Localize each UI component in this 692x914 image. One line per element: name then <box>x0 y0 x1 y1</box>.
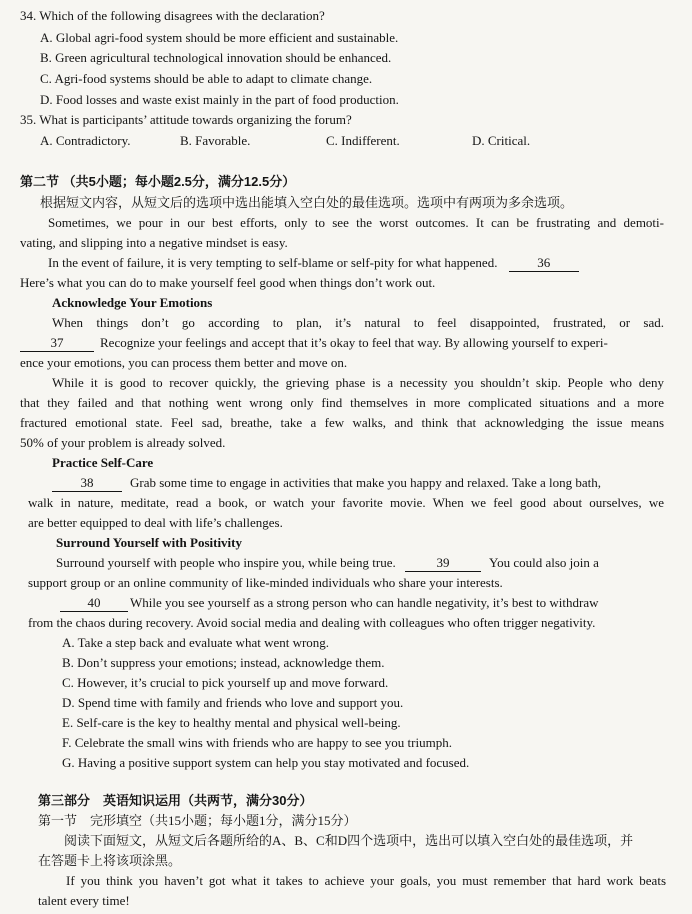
blank-40: 40 <box>60 595 128 612</box>
passage-p4-line4: 50% of your problem is already solved. <box>20 435 226 450</box>
passage-p2-text: In the event of failure, it is very tempting to self-blame or self-pity for what happened. <box>48 255 498 270</box>
passage-p5-text: Grab some time to engage in activities that make you happy and relaxed. Take a long bath, <box>130 475 602 490</box>
passage-p6-tail: You could also join a <box>489 555 599 570</box>
passage-p3-line1: When things don’t go according to plan, it’s natural to feel disappointed, frustrated, or sad. <box>52 315 664 330</box>
section2-option-d: D. Spend time with family and friends who love and support you. <box>62 695 404 710</box>
passage-p6-line1 <box>56 553 599 573</box>
passage-p7-line2: from the chaos during recovery. Avoid social media and dealing with colleagues who often trigger negativity. <box>28 615 596 630</box>
q34-option-a: A. Global agri-food system should be more efficient and sustainable. <box>40 30 399 45</box>
blank-38: 38 <box>52 475 122 492</box>
passage-p7-text: While you see yourself as a strong person who can handle negativity, it’s best to withdraw <box>130 595 599 610</box>
passage-p5-line3: are better equipped to deal with life’s challenges. <box>28 515 283 530</box>
q35-stem: 35. What is participants’ attitude towards organizing the forum? <box>20 112 352 127</box>
part3-instruction-line1: 阅读下面短文，从短文后各题所给的A、B、C和D四个选项中，选出可以填入空白处的最佳选项，并 <box>64 833 634 848</box>
passage-p4-line3: fractured emotional state. Feel sad, breathe, take a few walks, and think that acknowledging the issue means <box>20 415 664 430</box>
q35-option-d: D. Critical. <box>472 133 531 148</box>
passage-p5-line2: walk in nature, meditate, read a book, or watch your favorite movie. When we feel good about ourselves, we <box>28 495 664 510</box>
passage-p3-line3: ence your emotions, you can process them better and move on. <box>20 355 348 370</box>
passage-p1-line2: vating, and slipping into a negative mindset is easy. <box>20 235 288 250</box>
passage-p1-line1: Sometimes, we pour in our best efforts, only to see the worst outcomes. It can be frustrating and demoti- <box>48 215 664 230</box>
q34-option-d: D. Food losses and waste exist mainly in the part of food production. <box>40 92 399 107</box>
part3-text-line1: If you think you haven’t got what it takes to achieve your goals, you must remember that hard work beats <box>66 873 666 888</box>
q34-option-c: C. Agri-food systems should be able to adapt to climate change. <box>40 71 373 86</box>
section2-option-f: F. Celebrate the small wins with friends who are happy to see you triumph. <box>62 735 452 750</box>
subheading-self-care: Practice Self-Care <box>52 455 154 470</box>
blank-39: 39 <box>405 555 481 572</box>
q35-option-c: C. Indifferent. <box>326 133 400 148</box>
passage-p2-line1 <box>48 253 579 273</box>
passage-p5-line1 <box>52 473 601 493</box>
passage-p7-line1 <box>60 593 599 613</box>
subheading-acknowledge: Acknowledge Your Emotions <box>52 295 213 310</box>
section2-option-g: G. Having a positive support system can help you stay motivated and focused. <box>62 755 470 770</box>
section2-option-e: E. Self-care is the key to healthy mental and physical well-being. <box>62 715 401 730</box>
part3-subheading: 第一节 完形填空（共15小题；每小题1分，满分15分） <box>38 813 357 828</box>
blank-36: 36 <box>509 255 579 272</box>
q35-option-a: A. Contradictory. <box>40 133 131 148</box>
q35-option-b: B. Favorable. <box>180 133 251 148</box>
section2-instruction: 根据短文内容，从短文后的选项中选出能填入空白处的最佳选项。选项中有两项为多余选项。 <box>40 195 574 210</box>
passage-p3-line2 <box>20 333 608 353</box>
section2-option-c: C. However, it’s crucial to pick yourself up and move forward. <box>62 675 389 690</box>
passage-p2-line2: Here’s what you can do to make yourself feel good when things don’t work out. <box>20 275 436 290</box>
part3-heading: 第三部分 英语知识运用（共两节，满分30分） <box>38 793 313 808</box>
passage-p4-line2: that they failed and that nothing went wrong only find themselves in more complicated situations and a more <box>20 395 664 410</box>
passage-p6-line2: support group or an online community of like-minded individuals who share your interests. <box>28 575 503 590</box>
q34-stem: 34. Which of the following disagrees with the declaration? <box>20 8 325 23</box>
section2-heading: 第二节 （共5小题；每小题2.5分，满分12.5分） <box>20 174 296 189</box>
subheading-positivity: Surround Yourself with Positivity <box>56 535 242 550</box>
section2-option-a: A. Take a step back and evaluate what went wrong. <box>62 635 330 650</box>
part3-instruction-line2: 在答题卡上将该项涂黑。 <box>38 853 182 868</box>
section2-option-b: B. Don’t suppress your emotions; instead, acknowledge them. <box>62 655 385 670</box>
part3-text-line2: talent every time! <box>38 893 130 908</box>
blank-37: 37 <box>20 335 94 352</box>
q34-option-b: B. Green agricultural technological innovation should be enhanced. <box>40 50 392 65</box>
passage-p4-line1: While it is good to recover quickly, the grieving phase is a necessity you shouldn’t skip. People who deny <box>52 375 664 390</box>
passage-p6-text: Surround yourself with people who inspire you, while being true. <box>56 555 396 570</box>
passage-p3-text: Recognize your feelings and accept that it’s okay to feel that way. By allowing yourself to experi- <box>100 335 608 350</box>
